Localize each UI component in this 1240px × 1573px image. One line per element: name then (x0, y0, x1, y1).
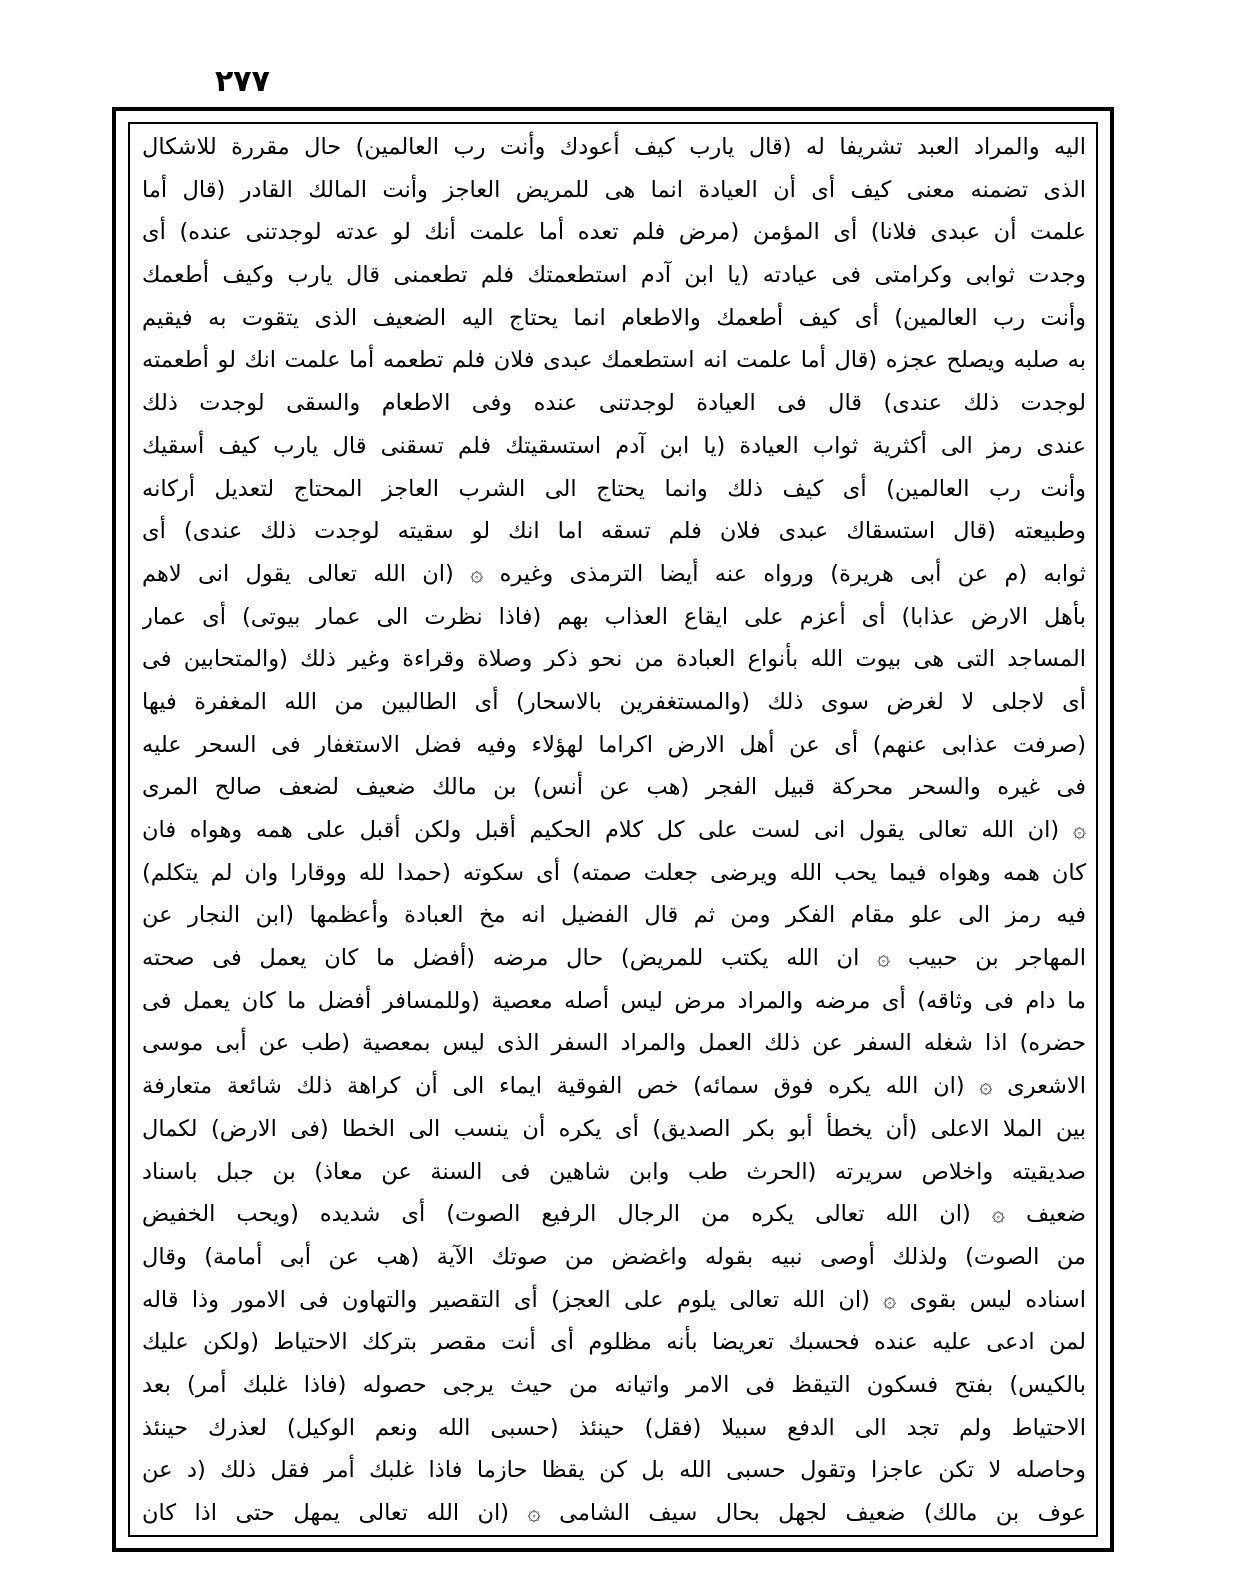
text-line: بالكيس) بفتح فسكون التيقظ فى الامر واتيانه من حيث يرجى حصوله (فاذا غلبك أمر) بعد (142, 1371, 1086, 1398)
page-number: ٢٧٧ (215, 64, 270, 99)
text-line: كان همه وهواه فيما يحب الله ويرضى جعلت صمته) أى سكوته (حمدا لله ووقارا وان لم يتكلم) (142, 859, 1086, 886)
text-line: عندى رمز الى أكثرية ثواب العيادة (يا ابن آدم استسقيتك فلم تسقنى قال يارب كيف أسقيك (142, 432, 1086, 459)
text-line: لمن ادعى عليه عنده فحسبك تعريضا بأنه مظلوم أى أنت مقصر بتركك الاحتياط (ولكن عليك (142, 1329, 1086, 1356)
text-line: ۞ (ان الله تعالى يقول انى لست على كل كلام الحكيم أقبل ولكن أقبل على همه وهواه فان (142, 817, 1086, 843)
text-line: فيه رمز الى علو مقام الفكر ومن ثم قال الفضيل انه مخ العبادة وأعظمها (ابن النجار عن (142, 902, 1086, 929)
text-line: وحاصله لا تكن عاجزا وتقول حسبى الله بل كن يقظا حازما فاذا غلبك أمر فقل ذلك (د عن (142, 1457, 1086, 1484)
text-line: اليه والمراد العبد تشريفا له (قال يارب كيف أعودك وأنت رب العالمين) حال مقررة للاشكال (142, 134, 1086, 160)
text-line: اسناده ليس بقوى ۞ (ان الله تعالى يلوم على العجز) أى التقصير والتهاون فى الامور وذا قاله (142, 1286, 1086, 1313)
text-line: ثوابه (م عن أبى هريرة) ورواه عنه أيضا الترمذى وغيره ۞ (ان الله تعالى يقول انى لاهم (142, 560, 1086, 587)
text-line: الاشعرى ۞ (ان الله يكره فوق سمائه) خص الفوقية ايماء الى أن كراهة ذلك شائعة متعارفة (142, 1073, 1086, 1100)
text-line: حضره) اذا شغله السفر عن ذلك العمل والمراد السفر الذى ليس بمعصية (طب عن أبى موسى (142, 1030, 1086, 1057)
text-line: وجدت ثوابى وكرامتى فى عيادته (يا ابن آدم استطعمتك فلم تطعمنى قال يارب وكيف أطعمك (142, 262, 1086, 289)
text-line: عوف بن مالك) ضعيف لجهل بحال سيف الشامى ۞ (ان الله تعالى يمهل حتى اذا كان (142, 1500, 1086, 1526)
text-line: المساجد التى هى بيوت الله بأنواع العبادة من نحو ذكر وصلاة وقراءة وغير ذلك (والمتحابين فى (142, 646, 1086, 673)
text-line: ضعيف ۞ (ان الله تعالى يكره من الرجال الرفيع الصوت) أى شديده (ويحب الخفيض (142, 1201, 1086, 1228)
text-line: علمت أن عبدى فلانا) أى المؤمن (مرض فلم تعده أما علمت أنك لو عدته لوجدتنى عنده) أى (142, 219, 1086, 246)
text-line: وأنت رب العالمين) أى كيف أطعمك والاطعام انما يحتاج اليه الضعيف الذى يتقوت به فيقيم (142, 304, 1086, 331)
text-line: أى لاجلى لا لغرض سوى ذلك (والمستغفرين بالاسحار) أى الطالبين من الله المغفرة فيها (142, 688, 1086, 715)
text-line: صديقيته واخلاص سريرته (الحرث طب وابن شاهين فى السنة عن معاذ) بن جبل باسناد (142, 1158, 1086, 1185)
text-line: وطبيعته (قال استسقاك عبدى فلان فلم تسقه اما انك لو سقيته لوجدت ذلك عندى) أى (142, 518, 1086, 545)
text-line: بأهل الارض عذابا) أى أعزم على ايقاع العذاب بهم (فاذا نظرت الى عمار بيوتى) أى عمار (142, 603, 1086, 630)
text-line: (صرفت عذابى عنهم) أى عن أهل الارض اكراما لهؤلاء وفيه فضل الاستغفار فى السحر عليه (142, 731, 1086, 758)
arabic-text-body (142, 128, 1086, 1532)
text-line: الاحتياط ولم تجد الى الدفع سبيلا (فقل) حينئذ (حسبى الله ونعم الوكيل) لعذرك حينئذ (142, 1414, 1086, 1441)
text-line: بين الملا الاعلى (أن يخطأ أبو بكر الصديق) أى يكره أن ينسب الى الخطا (فى الارض) لكمال (142, 1115, 1086, 1142)
text-line: وأنت رب العالمين) أى كيف ذلك وانما يحتاج الى الشرب العاجز المحتاج لتعديل أركانه (142, 475, 1086, 502)
text-line: من الصوت) ولذلك أوصى نبيه بقوله واغضض من صوتك الآية (هب عن أبى أمامة) وقال (142, 1243, 1086, 1270)
text-line: لوجدت ذلك عندى) قال فى العيادة لوجدتنى عنده وفى الاطعام والسقى لوجدت ذلك (142, 390, 1086, 417)
text-line: فى غيره والسحر محركة قبيل الفجر (هب عن أنس) بن مالك ضعيف لضعف صالح المرى (142, 774, 1086, 801)
text-line: ما دام فى وثاقه) أى مرضه والمراد مرض ليس أصله معصية (وللمسافر أفضل ما كان يعمل فى (142, 987, 1086, 1014)
text-line: به صلبه ويصلح عجزه (قال أما علمت انه استطعمك عبدى فلان فلم تطعمه أما علمت انك لو أطعمته (142, 347, 1086, 374)
text-line: المهاجر بن حبيب ۞ ان الله يكتب للمريض) حال مرضه (أفضل ما كان يعمل فى صحته (142, 945, 1086, 972)
text-line: الذى تضمنه معنى كيف أى أن العيادة انما هى للمريض العاجز وأنت المالك القادر (قال أما (142, 176, 1086, 203)
